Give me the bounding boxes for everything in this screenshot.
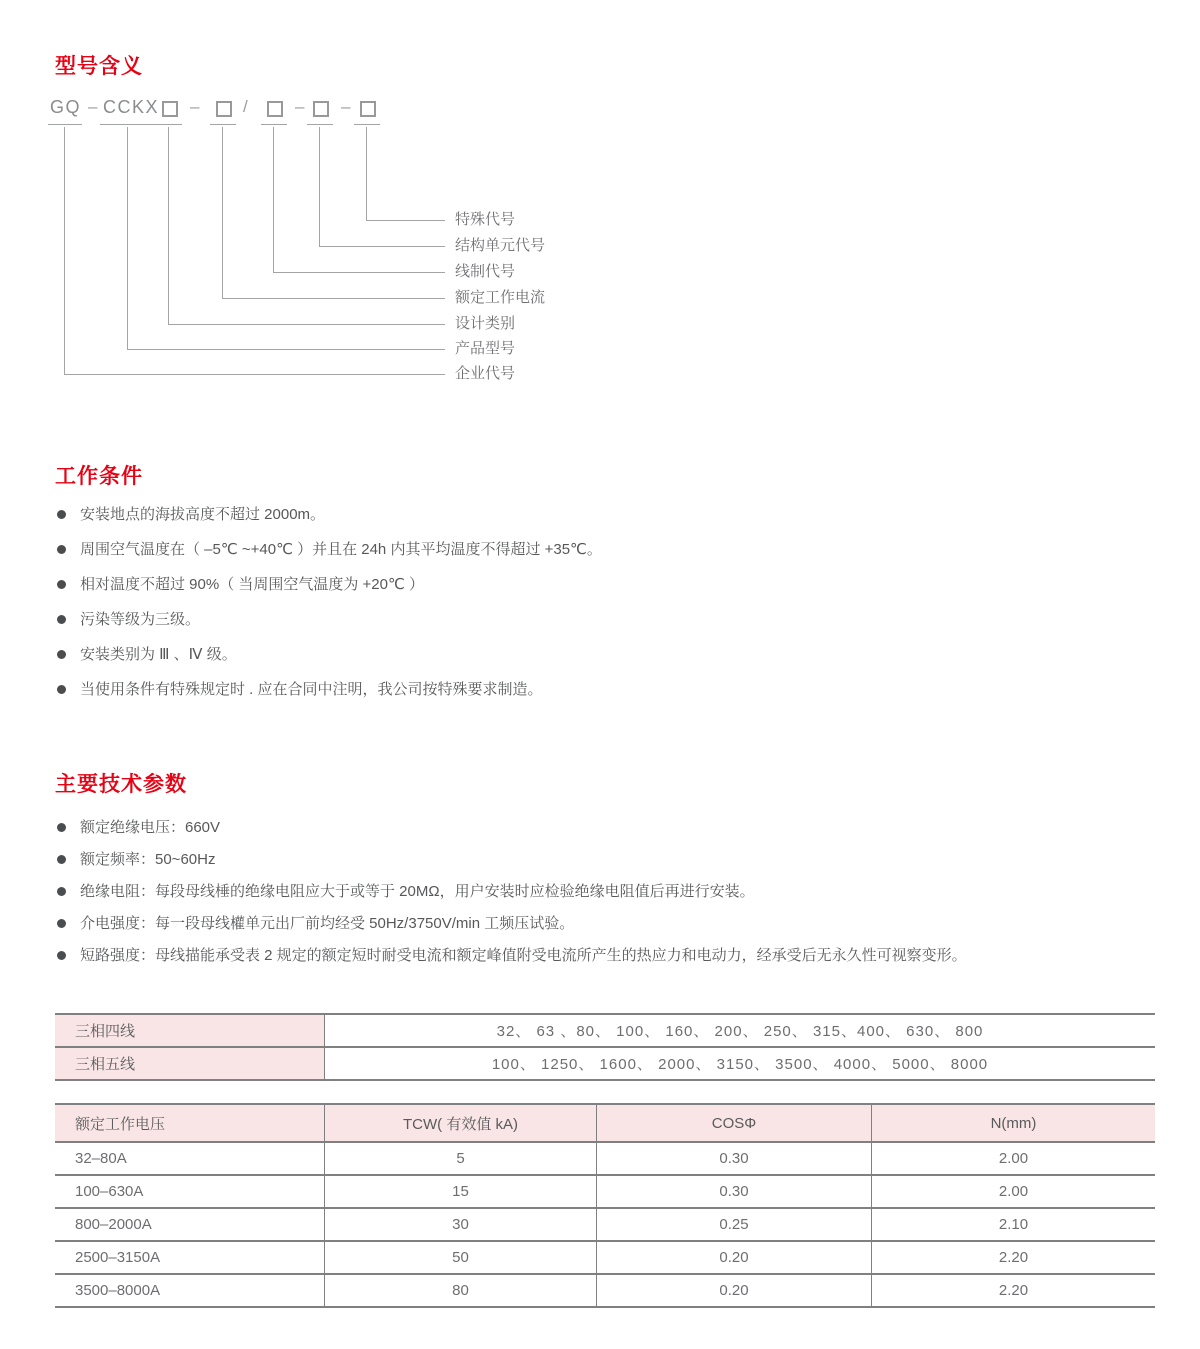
underline: [48, 124, 82, 125]
bullet-icon: [57, 685, 66, 694]
table-cell: 2.10: [998, 1216, 1029, 1233]
underline: [261, 124, 287, 125]
list-item: [55, 610, 1165, 630]
electrical-parameters-table: [55, 1103, 1155, 1308]
table-header-cell: 额定工作电压: [55, 1105, 325, 1141]
table-row: [55, 1176, 1155, 1209]
diagram-label-structural-unit: 结构单元代号: [455, 237, 546, 254]
bullet-icon: [57, 823, 66, 832]
table-cell: 0.30: [597, 1176, 872, 1207]
table-cell: 15: [325, 1176, 597, 1207]
table-row: [55, 1275, 1155, 1306]
table-cell: 0.25: [597, 1209, 872, 1240]
bullet-icon: [57, 580, 66, 589]
model-prefix-cckx: CCKX: [103, 97, 160, 117]
dash-separator: –: [88, 97, 98, 116]
list-item: [55, 882, 1165, 902]
connector-line: [64, 127, 445, 375]
list-item-text: 绝缘电阻：每段母线棰的绝缘电阻应大于或等于 20MΩ，用户安装时应检验绝缘电阻值后再进行安装。: [80, 883, 755, 900]
bullet-icon: [57, 951, 66, 960]
table-row: [55, 1015, 1155, 1048]
dash-separator: –: [295, 97, 305, 116]
underline: [100, 124, 158, 125]
list-item-text: 安装类别为 Ⅲ 、Ⅳ 级。: [80, 646, 237, 663]
list-item-text: 额定绝缘电压：660V: [80, 819, 221, 836]
table-cell: 80: [325, 1275, 597, 1306]
model-placeholder-box: [162, 101, 178, 117]
list-item-text: 当使用条件有特殊规定时 . 应在合同中注明，我公司按特殊要求制造。: [80, 681, 543, 698]
table-cell-label: 三相四线: [55, 1015, 325, 1046]
underline: [354, 124, 380, 125]
bullet-icon: [57, 650, 66, 659]
bullet-icon: [57, 887, 66, 896]
bullet-icon: [57, 919, 66, 928]
table-cell: 2.20: [998, 1249, 1029, 1266]
underline: [307, 124, 333, 125]
underline: [156, 124, 182, 125]
list-item: [55, 540, 1165, 560]
working-conditions-list: [55, 505, 1165, 715]
bullet-icon: [57, 545, 66, 554]
list-item-text: 介电强度：每一段母线權单元出厂前均经受 50Hz/3750V/min 工频压试验。: [80, 915, 575, 932]
table-cell: 32–80A: [55, 1143, 325, 1174]
table-cell-label: 三相五线: [55, 1048, 325, 1079]
model-placeholder-box: [313, 101, 329, 117]
bullet-icon: [57, 615, 66, 624]
slash-separator: /: [243, 97, 248, 116]
underline: [210, 124, 236, 125]
table-cell: 3500–8000A: [55, 1275, 325, 1306]
list-item: [55, 575, 1165, 595]
list-item: [55, 914, 1165, 934]
list-item: [55, 818, 1165, 838]
table-header-row: [55, 1105, 1155, 1143]
table-cell: 50: [325, 1242, 597, 1273]
table-cell: 0.30: [597, 1143, 872, 1174]
table-cell: 2.20: [998, 1282, 1029, 1299]
list-item: [55, 680, 1165, 700]
table-cell: 2.00: [998, 1183, 1029, 1200]
table-cell: 0.20: [597, 1275, 872, 1306]
table-header-cell: TCW( 有效值 kA): [325, 1105, 597, 1141]
table-row: [55, 1242, 1155, 1275]
bullet-icon: [57, 855, 66, 864]
table-cell: 2500–3150A: [55, 1242, 325, 1273]
diagram-label-rated-current: 额定工作电流: [455, 289, 546, 306]
table-header-cell: N(mm): [990, 1114, 1037, 1132]
table-row: [55, 1143, 1155, 1176]
bullet-icon: [57, 510, 66, 519]
table-cell: 2.00: [998, 1150, 1029, 1167]
list-item: [55, 645, 1165, 665]
diagram-label-design-category: 设计类别: [455, 315, 516, 332]
table-cell: 800–2000A: [55, 1209, 325, 1240]
list-item-text: 安装地点的海拔高度不超过 2000m。: [80, 506, 326, 523]
diagram-label-product-model: 产品型号: [455, 340, 516, 357]
list-item: [55, 946, 1165, 966]
table-cell: 30: [325, 1209, 597, 1240]
list-item-text: 相对温度不超过 90%（ 当周围空气温度为 +20℃ ）: [80, 576, 424, 593]
table-cell-values: 100、 1250、 1600、 2000、 3150、 3500、 4000、 5000、 8000: [491, 1056, 989, 1073]
list-item-text: 短路强度：母线描能承受表 2 规定的额定短时耐受电流和额定峰值附受电流所产生的热应力和电动力，经承受后无永久性可视察变形。: [80, 947, 967, 964]
model-designation-diagram: [50, 97, 770, 397]
table-row: [55, 1209, 1155, 1242]
dash-separator: –: [190, 97, 200, 116]
table-cell: 0.20: [597, 1242, 872, 1273]
table-row: [55, 1048, 1155, 1079]
list-item: [55, 850, 1165, 870]
model-placeholder-box: [360, 101, 376, 117]
table-cell: 5: [325, 1143, 597, 1174]
diagram-label-enterprise-code: 企业代号: [455, 365, 516, 382]
diagram-label-special-code: 特殊代号: [455, 211, 516, 228]
list-item: [55, 505, 1165, 525]
dash-separator: –: [341, 97, 351, 116]
current-ratings-table: [55, 1013, 1155, 1081]
table-cell-values: 32、 63 、80、 100、 160、 200、 250、 315、400、 630、 800: [496, 1023, 984, 1040]
section-title-model-meaning: 型号含义: [55, 55, 143, 78]
model-prefix-gq: GQ: [50, 97, 82, 117]
model-placeholder-box: [267, 101, 283, 117]
table-header-cell: COSΦ: [597, 1105, 872, 1141]
model-placeholder-box: [216, 101, 232, 117]
section-title-tech-params: 主要技术参数: [55, 773, 187, 796]
table-cell: 100–630A: [55, 1176, 325, 1207]
list-item-text: 额定频率：50~60Hz: [80, 851, 216, 868]
tech-params-list: [55, 818, 1165, 978]
list-item-text: 污染等级为三级。: [80, 611, 201, 628]
section-title-working-conditions: 工作条件: [55, 465, 143, 488]
diagram-label-wire-system: 线制代号: [455, 263, 516, 280]
list-item-text: 周围空气温度在（ –5℃ ~+40℃ ）并且在 24h 内其平均温度不得超过 +35℃。: [80, 541, 602, 558]
